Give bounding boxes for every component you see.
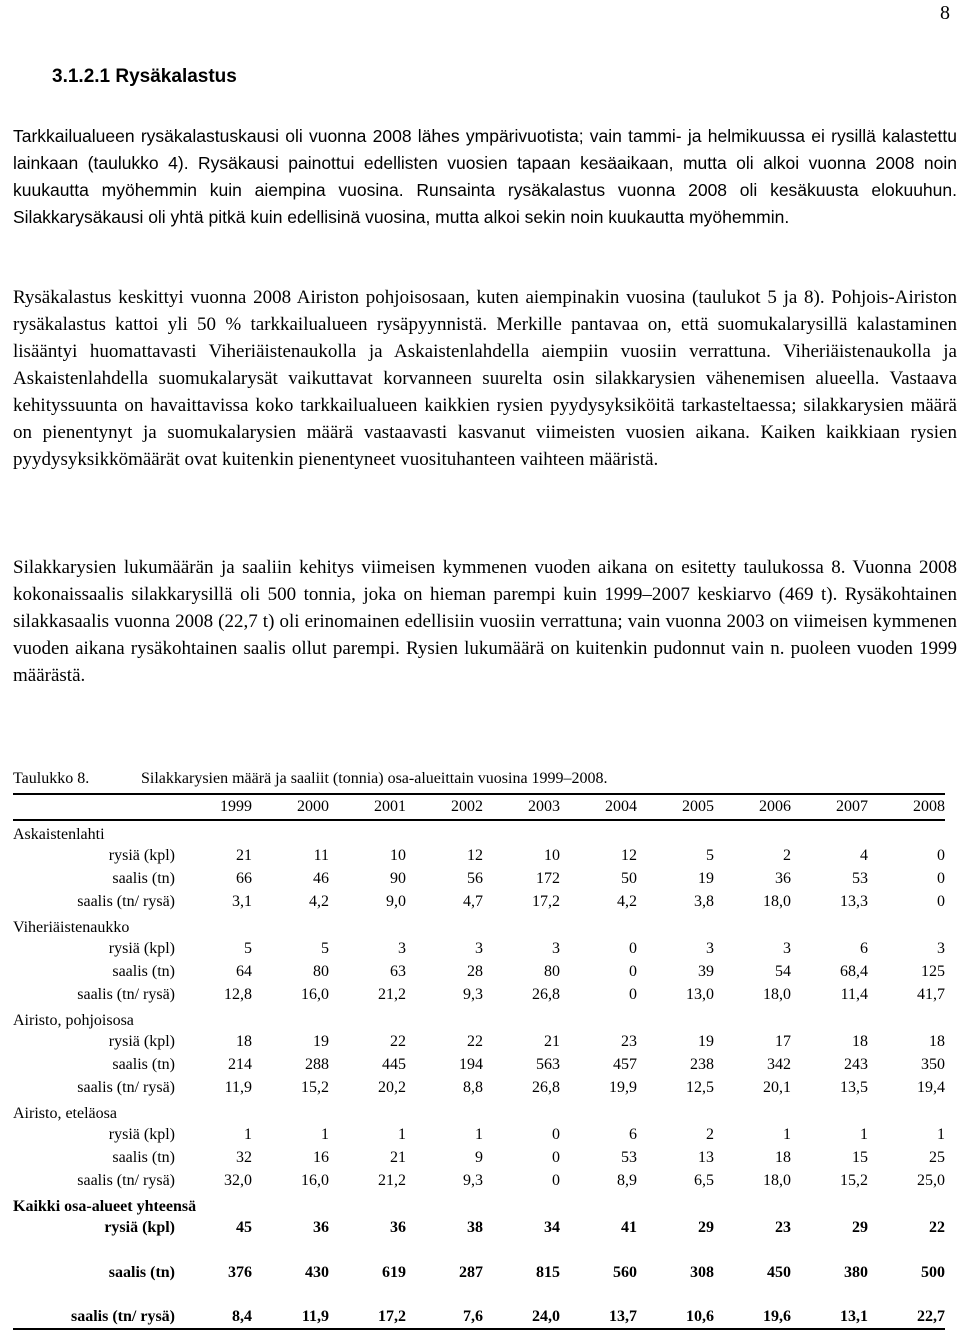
table-caption xyxy=(13,770,608,788)
table-cell: 560 xyxy=(613,1264,637,1281)
table-cell: 4,2 xyxy=(309,892,329,910)
table-cell: 0 xyxy=(552,1125,560,1143)
table-cell: 2 xyxy=(706,1125,714,1143)
year-header: 2006 xyxy=(759,798,791,815)
table-cell: 36 xyxy=(775,869,791,887)
table-row xyxy=(13,983,945,1006)
table-cell: 18 xyxy=(775,1148,791,1166)
table-cell: 23 xyxy=(621,1032,637,1050)
table-cell: 445 xyxy=(382,1055,406,1073)
herring-trap-table xyxy=(13,793,945,1330)
table-cell: 1 xyxy=(860,1125,868,1143)
table-cell: 17 xyxy=(775,1032,791,1050)
table-cell: 5 xyxy=(706,846,714,864)
table-group-row xyxy=(13,1192,945,1216)
table-cell: 19 xyxy=(698,1032,714,1050)
table-cell: 815 xyxy=(536,1264,560,1281)
table-cell: 430 xyxy=(305,1264,329,1281)
table-cell: 450 xyxy=(767,1264,791,1281)
row-label: rysiä (kpl) xyxy=(108,846,175,864)
table-cell: 376 xyxy=(228,1264,252,1281)
table-group-row xyxy=(13,1099,945,1123)
table-cell: 10 xyxy=(544,846,560,864)
row-label: rysiä (kpl) xyxy=(108,1032,175,1050)
table-cell: 90 xyxy=(390,869,406,887)
table-cell: 1 xyxy=(783,1125,791,1143)
table-cell: 11,9 xyxy=(301,1308,329,1325)
section-heading: 3.1.2.1 Rysäkalastus xyxy=(52,66,237,87)
table-row xyxy=(13,890,945,913)
table-cell: 3 xyxy=(398,939,406,957)
table-cell: 18 xyxy=(236,1032,252,1050)
table-cell: 287 xyxy=(459,1264,483,1281)
row-label: rysiä (kpl) xyxy=(108,939,175,957)
paragraph-catch-trend: Silakkarysien lukumäärän ja saaliin kehitys viimeisen kymmenen vuoden aikana on esitetty taulukossa 8. Vuonna 2008 kokonaissaalis silakkarysillä oli 500 tonnia, joka on hieman parempi kuin 1999–2007 keskiarvo (469 t). Rysäkohtainen silakkasaalis vuonna 2008 (22,7 t) oli erinomainen edellisiin vuosiin verrattuna; vain vuonna 2003 on viimeisen kymmenen vuoden aikana rysäkohtainen saalis ollut parempi. Rysien lukumäärä on kuitenkin pudonnut vain n. puoleen vuoden 1999 määrästä. xyxy=(13,557,957,686)
table-cell: 17,2 xyxy=(378,1308,406,1325)
table-header-row xyxy=(13,794,945,820)
year-header: 1999 xyxy=(220,798,252,815)
table-cell: 16 xyxy=(313,1148,329,1166)
year-header: 2008 xyxy=(913,798,945,815)
table-cell: 28 xyxy=(467,962,483,980)
table-group-row xyxy=(13,820,945,844)
table-caption-label: Taulukko 8. xyxy=(13,770,90,787)
table-group-row xyxy=(13,1006,945,1030)
table-cell: 13,7 xyxy=(609,1308,637,1325)
table-cell: 53 xyxy=(852,869,868,887)
table-cell: 32,0 xyxy=(224,1171,252,1189)
paragraph-areas: Rysäkalastus keskittyi vuonna 2008 Airiston pohjoisosaan, kuten aiempinakin vuosina (taulukot 5 ja 8). Pohjois-Airiston rysäkalastus kattoi yli 50 % tarkkailualueen rysäpyynnistä. Merkille pantavaa on, että suomukalarysillä kalastaminen lisääntyi huomattavasti Viheriäistenaukolla ja Askaistenlahdella aiempiin vuosiin verrattuna. Viheriäistenaukolla ja Askaistenlahdella suomukalarysät vaikuttavat korvanneen suurelta osin silakkarysien vähenemisen alueella. Vastaava kehityssuunta on havaittavissa koko tarkkailualueen kaikkien rysien pyydysyksiköitä tarkasteltaessa; silakkarysien määrä on pienentynyt ja suomukalarysien määrä vastaavasti kasvanut viimeisten vuosien aikana. Kaiken kaikkiaan rysien pyydysyksikkömäärät ovat kuitenkin pienentyneet vuosituhanteen vaihteen määristä. xyxy=(13,287,957,470)
table-row xyxy=(13,1053,945,1076)
area-name: Viheriäistenaukko xyxy=(13,919,130,936)
table-group-row xyxy=(13,913,945,937)
table-cell: 3 xyxy=(937,939,945,957)
table-row xyxy=(13,1284,945,1329)
table-cell: 13,5 xyxy=(840,1078,868,1096)
table-cell: 18,0 xyxy=(763,985,791,1003)
table-cell: 15,2 xyxy=(301,1078,329,1096)
table-cell: 1 xyxy=(321,1125,329,1143)
table-cell: 3 xyxy=(552,939,560,957)
table-cell: 8,4 xyxy=(232,1308,252,1325)
table-cell: 15 xyxy=(852,1148,868,1166)
year-header: 2004 xyxy=(605,798,637,815)
table-row xyxy=(13,937,945,960)
table-cell: 53 xyxy=(621,1148,637,1166)
table-cell: 32 xyxy=(236,1148,252,1166)
table-cell: 380 xyxy=(844,1264,868,1281)
table-cell: 2 xyxy=(783,846,791,864)
table-cell: 6,5 xyxy=(694,1171,714,1189)
row-label: saalis (tn) xyxy=(112,1148,175,1166)
table-cell: 16,0 xyxy=(301,1171,329,1189)
table-cell: 34 xyxy=(544,1218,560,1236)
table-cell: 36 xyxy=(390,1218,406,1236)
table-cell: 1 xyxy=(244,1125,252,1143)
table-cell: 41,7 xyxy=(917,985,945,1003)
table-cell: 19,9 xyxy=(609,1078,637,1096)
table-cell: 342 xyxy=(767,1055,791,1073)
table-row xyxy=(13,1030,945,1053)
table-cell: 13,0 xyxy=(686,985,714,1003)
table-cell: 80 xyxy=(544,962,560,980)
table-cell: 22 xyxy=(929,1218,945,1236)
table-cell: 6 xyxy=(629,1125,637,1143)
table-cell: 16,0 xyxy=(301,985,329,1003)
table-cell: 41 xyxy=(621,1218,637,1236)
table-cell: 1 xyxy=(475,1125,483,1143)
table-cell: 8,9 xyxy=(617,1171,637,1189)
table-cell: 25,0 xyxy=(917,1171,945,1189)
row-label: saalis (tn) xyxy=(108,1264,175,1281)
table-cell: 214 xyxy=(228,1055,252,1073)
table-cell: 18,0 xyxy=(763,1171,791,1189)
table-cell: 39 xyxy=(698,962,714,980)
table-cell: 11,4 xyxy=(840,985,868,1003)
year-header: 2001 xyxy=(374,798,406,815)
table-cell: 22 xyxy=(467,1032,483,1050)
table-cell: 125 xyxy=(921,962,945,980)
table-cell: 3 xyxy=(475,939,483,957)
table-cell: 288 xyxy=(305,1055,329,1073)
row-label: saalis (tn) xyxy=(112,1055,175,1073)
table-cell: 20,2 xyxy=(378,1078,406,1096)
table-cell: 1 xyxy=(398,1125,406,1143)
table-cell: 3 xyxy=(783,939,791,957)
table-cell: 1 xyxy=(937,1125,945,1143)
table-cell: 29 xyxy=(852,1218,868,1236)
area-name: Askaistenlahti xyxy=(13,826,105,843)
table-cell: 25 xyxy=(929,1148,945,1166)
table-row xyxy=(13,960,945,983)
table-cell: 0 xyxy=(552,1171,560,1189)
table-cell: 36 xyxy=(313,1218,329,1236)
table-cell: 13,3 xyxy=(840,892,868,910)
table-cell: 19,6 xyxy=(763,1308,791,1325)
table-cell: 10,6 xyxy=(686,1308,714,1325)
table-cell: 12 xyxy=(467,846,483,864)
table-cell: 11,9 xyxy=(224,1078,252,1096)
table-cell: 12 xyxy=(621,846,637,864)
table-cell: 243 xyxy=(844,1055,868,1073)
table-cell: 9 xyxy=(475,1148,483,1166)
year-header: 2000 xyxy=(297,798,329,815)
table-cell: 64 xyxy=(236,962,252,980)
herring-trap-table-wrapper xyxy=(13,793,945,1330)
paragraph-season: Tarkkailualueen rysäkalastuskausi oli vuonna 2008 lähes ympärivuotista; vain tammi- ja helmikuussa ei rysillä kalastettu lainkaan (taulukko 4). Rysäkausi painottui edellisten vuosien tapaan kesäaikaan, mutta oli alkoi vuonna 2008 noin kuukautta myöhemmin kuin aiempina vuosina. Runsainta rysäkalastus vuonna 2008 oli kesäkuusta elokuuhun. Silakkarysäkausi oli yhtä pitkä kuin edellisinä vuosina, mutta alkoi sekin noin kuukautta myöhemmin. xyxy=(13,126,957,227)
row-label: saalis (tn) xyxy=(112,962,175,980)
table-cell: 9,3 xyxy=(463,1171,483,1189)
header-corner-cell xyxy=(13,794,175,820)
year-header: 2005 xyxy=(682,798,714,815)
table-caption-text: Silakkarysien määrä ja saaliit (tonnia) osa-alueittain vuosina 1999–2008. xyxy=(141,770,608,787)
table-cell: 3,8 xyxy=(694,892,714,910)
table-row xyxy=(13,867,945,890)
table-cell: 80 xyxy=(313,962,329,980)
table-cell: 308 xyxy=(690,1264,714,1281)
table-cell: 0 xyxy=(629,962,637,980)
table-cell: 9,0 xyxy=(386,892,406,910)
table-cell: 22,7 xyxy=(917,1308,945,1325)
table-cell: 68,4 xyxy=(840,962,868,980)
area-name: Kaikki osa-alueet yhteensä xyxy=(13,1198,197,1215)
table-row xyxy=(13,1076,945,1099)
table-cell: 29 xyxy=(698,1218,714,1236)
table-cell: 26,8 xyxy=(532,1078,560,1096)
table-cell: 18,0 xyxy=(763,892,791,910)
table-cell: 9,3 xyxy=(463,985,483,1003)
year-header: 2003 xyxy=(528,798,560,815)
table-cell: 7,6 xyxy=(463,1308,483,1325)
row-label: rysiä (kpl) xyxy=(104,1218,175,1236)
table-row xyxy=(13,844,945,867)
table-cell: 50 xyxy=(621,869,637,887)
table-cell: 8,8 xyxy=(463,1078,483,1096)
table-cell: 11 xyxy=(313,846,329,864)
table-row xyxy=(13,1146,945,1169)
table-cell: 350 xyxy=(921,1055,945,1073)
table-cell: 15,2 xyxy=(840,1171,868,1189)
table-cell: 0 xyxy=(629,939,637,957)
table-cell: 0 xyxy=(552,1148,560,1166)
year-header: 2007 xyxy=(836,798,868,815)
table-row xyxy=(13,1239,945,1284)
row-label: saalis (tn/ rysä) xyxy=(77,1171,175,1189)
table-cell: 12,5 xyxy=(686,1078,714,1096)
year-header: 2002 xyxy=(451,798,483,815)
table-cell: 66 xyxy=(236,869,252,887)
table-cell: 238 xyxy=(690,1055,714,1073)
table-cell: 563 xyxy=(536,1055,560,1073)
area-name: Airisto, pohjoisosa xyxy=(13,1012,134,1029)
table-cell: 3,1 xyxy=(232,892,252,910)
table-cell: 5 xyxy=(321,939,329,957)
table-cell: 500 xyxy=(921,1264,945,1281)
table-cell: 0 xyxy=(937,892,945,910)
row-label: saalis (tn/ rysä) xyxy=(71,1308,175,1325)
table-cell: 6 xyxy=(860,939,868,957)
row-label: rysiä (kpl) xyxy=(108,1125,175,1143)
table-cell: 46 xyxy=(313,869,329,887)
table-cell: 21,2 xyxy=(378,1171,406,1189)
table-cell: 18 xyxy=(852,1032,868,1050)
table-cell: 22 xyxy=(390,1032,406,1050)
table-cell: 19 xyxy=(698,869,714,887)
table-cell: 5 xyxy=(244,939,252,957)
table-cell: 23 xyxy=(775,1218,791,1236)
table-cell: 26,8 xyxy=(532,985,560,1003)
table-cell: 0 xyxy=(937,869,945,887)
table-cell: 45 xyxy=(236,1218,252,1236)
table-cell: 172 xyxy=(536,869,560,887)
table-cell: 4,2 xyxy=(617,892,637,910)
table-cell: 18 xyxy=(929,1032,945,1050)
table-row xyxy=(13,1216,945,1239)
table-cell: 4 xyxy=(860,846,868,864)
table-cell: 21,2 xyxy=(378,985,406,1003)
table-cell: 12,8 xyxy=(224,985,252,1003)
table-cell: 63 xyxy=(390,962,406,980)
table-cell: 56 xyxy=(467,869,483,887)
table-cell: 13,1 xyxy=(840,1308,868,1325)
table-cell: 4,7 xyxy=(463,892,483,910)
table-cell: 21 xyxy=(390,1148,406,1166)
table-cell: 0 xyxy=(629,985,637,1003)
page-number: 8 xyxy=(940,2,950,24)
table-cell: 0 xyxy=(937,846,945,864)
row-label: saalis (tn/ rysä) xyxy=(77,892,175,910)
table-row xyxy=(13,1123,945,1146)
table-cell: 13 xyxy=(698,1148,714,1166)
table-row xyxy=(13,1169,945,1192)
table-cell: 20,1 xyxy=(763,1078,791,1096)
table-cell: 3 xyxy=(706,939,714,957)
table-cell: 17,2 xyxy=(532,892,560,910)
table-cell: 619 xyxy=(382,1264,406,1281)
row-label: saalis (tn/ rysä) xyxy=(77,985,175,1003)
table-cell: 194 xyxy=(459,1055,483,1073)
table-cell: 457 xyxy=(613,1055,637,1073)
row-label: saalis (tn/ rysä) xyxy=(77,1078,175,1096)
table-cell: 24,0 xyxy=(532,1308,560,1325)
table-cell: 38 xyxy=(467,1218,483,1236)
area-name: Airisto, eteläosa xyxy=(13,1105,117,1122)
table-cell: 19,4 xyxy=(917,1078,945,1096)
table-cell: 54 xyxy=(775,962,791,980)
table-cell: 19 xyxy=(313,1032,329,1050)
row-label: saalis (tn) xyxy=(112,869,175,887)
table-cell: 21 xyxy=(544,1032,560,1050)
table-cell: 10 xyxy=(390,846,406,864)
table-cell: 21 xyxy=(236,846,252,864)
